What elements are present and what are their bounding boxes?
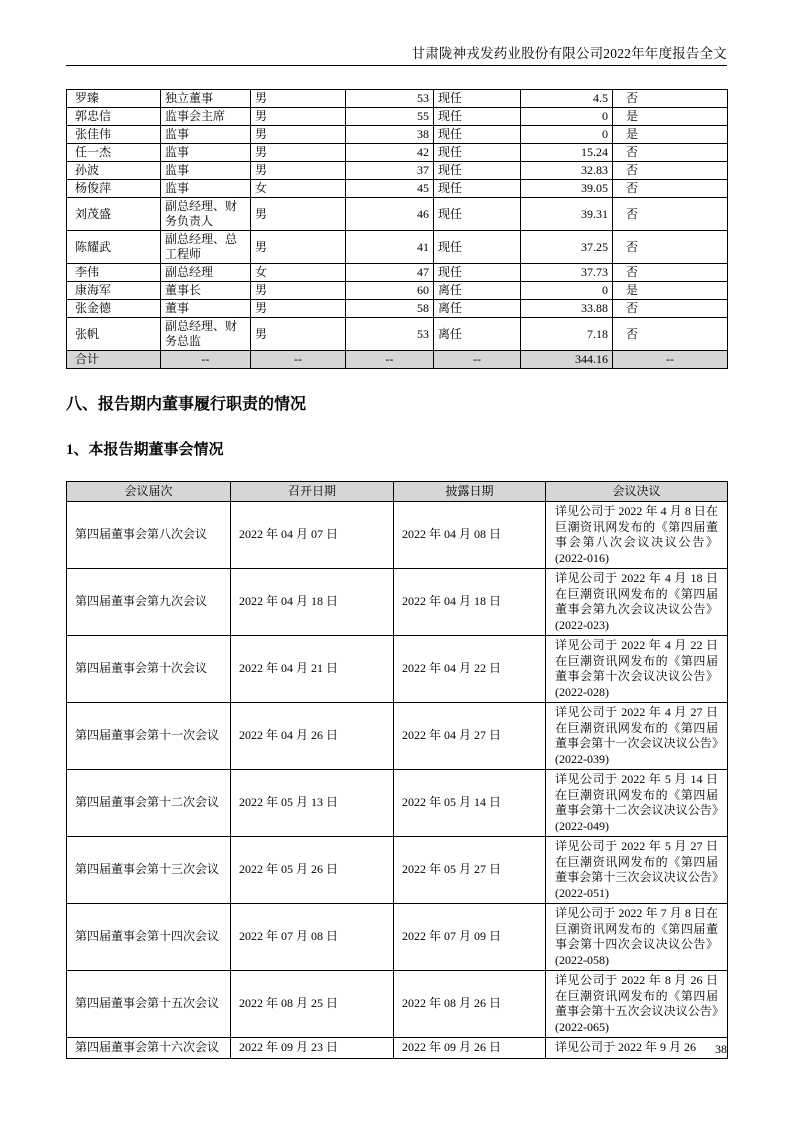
cell-position: 副总经理、财务总监 [161, 318, 251, 351]
cell-disclosure-date: 2022 年 05 月 27 日 [394, 837, 546, 904]
cell-status: 现任 [434, 162, 521, 180]
table-row [67, 636, 728, 703]
personnel-table-body [67, 90, 728, 351]
cell-convene-date: 2022 年 05 月 26 日 [231, 837, 394, 904]
cell-age: 38 [346, 126, 434, 144]
cell-related-party-pay: 否 [613, 198, 728, 231]
cell-name: 郭忠信 [67, 108, 161, 126]
total-status-cell: -- [434, 351, 521, 369]
table-row [67, 144, 728, 162]
cell-age: 37 [346, 162, 434, 180]
cell-status: 离任 [434, 282, 521, 300]
cell-related-party-pay: 否 [613, 162, 728, 180]
total-position-cell: -- [161, 351, 251, 369]
cell-name: 陈耀武 [67, 231, 161, 264]
cell-related-party-pay: 否 [613, 144, 728, 162]
cell-remuneration: 33.88 [521, 300, 613, 318]
cell-status: 现任 [434, 198, 521, 231]
cell-remuneration: 37.25 [521, 231, 613, 264]
cell-age: 41 [346, 231, 434, 264]
cell-name: 任一杰 [67, 144, 161, 162]
total-age-cell: -- [346, 351, 434, 369]
cell-remuneration: 32.83 [521, 162, 613, 180]
table-row [67, 703, 728, 770]
cell-resolution: 详见公司于 2022 年 5 月 27 日在巨潮资讯网发布的《第四届董事会第十三次会议决议公告》(2022-051) [546, 837, 728, 904]
cell-meeting-session: 第四届董事会第十四次会议 [67, 904, 231, 971]
cell-gender: 男 [251, 318, 346, 351]
cell-position: 独立董事 [161, 90, 251, 108]
cell-remuneration: 37.73 [521, 264, 613, 282]
cell-convene-date: 2022 年 04 月 18 日 [231, 569, 394, 636]
cell-meeting-session: 第四届董事会第十次会议 [67, 636, 231, 703]
table-row [67, 502, 728, 569]
cell-status: 现任 [434, 231, 521, 264]
cell-meeting-session: 第四届董事会第十五次会议 [67, 971, 231, 1038]
cell-position: 监事 [161, 162, 251, 180]
cell-convene-date: 2022 年 07 月 08 日 [231, 904, 394, 971]
cell-related-party-pay: 否 [613, 300, 728, 318]
cell-name: 孙波 [67, 162, 161, 180]
cell-meeting-session: 第四届董事会第十二次会议 [67, 770, 231, 837]
header-disclosure-cell: 披露日期 [394, 482, 546, 502]
cell-remuneration: 0 [521, 282, 613, 300]
header-resolution-cell: 会议决议 [546, 482, 728, 502]
personnel-table-total [67, 351, 728, 369]
cell-remuneration: 39.05 [521, 180, 613, 198]
cell-position: 副总经理、总工程师 [161, 231, 251, 264]
cell-related-party-pay: 否 [613, 318, 728, 351]
cell-gender: 女 [251, 264, 346, 282]
total-label-cell: 合计 [67, 351, 161, 369]
cell-age: 58 [346, 300, 434, 318]
cell-status: 现任 [434, 126, 521, 144]
table-row [67, 282, 728, 300]
cell-resolution: 详见公司于 2022 年 7 月 8 日在巨潮资讯网发布的《第四届董事会第十四次会议决议公告》(2022-058) [546, 904, 728, 971]
cell-convene-date: 2022 年 04 月 21 日 [231, 636, 394, 703]
cell-age: 55 [346, 108, 434, 126]
cell-disclosure-date: 2022 年 04 月 18 日 [394, 569, 546, 636]
cell-disclosure-date: 2022 年 04 月 22 日 [394, 636, 546, 703]
cell-resolution: 详见公司于 2022 年 9 月 26 [546, 1038, 728, 1059]
meetings-table-head [67, 482, 728, 502]
page-header-title: 甘肃陇神戎发药业股份有限公司2022年年度报告全文 [411, 46, 727, 61]
cell-age: 47 [346, 264, 434, 282]
table-total-row [67, 351, 728, 369]
table-row [67, 1038, 728, 1059]
subsection-heading: 1、本报告期董事会情况 [66, 442, 224, 458]
table-row [67, 231, 728, 264]
cell-resolution: 详见公司于 2022 年 4 月 8 日在巨潮资讯网发布的《第四届董事会第八次会议决议公告》(2022-016) [546, 502, 728, 569]
cell-remuneration: 39.31 [521, 198, 613, 231]
cell-status: 现任 [434, 108, 521, 126]
cell-related-party-pay: 是 [613, 282, 728, 300]
cell-meeting-session: 第四届董事会第十三次会议 [67, 837, 231, 904]
cell-status: 现任 [434, 90, 521, 108]
cell-convene-date: 2022 年 04 月 26 日 [231, 703, 394, 770]
cell-remuneration: 15.24 [521, 144, 613, 162]
document-page [66, 0, 727, 1059]
board-meetings-table [66, 481, 728, 1059]
header-session-cell: 会议届次 [67, 482, 231, 502]
table-row [67, 837, 728, 904]
total-related-cell: -- [613, 351, 728, 369]
cell-disclosure-date: 2022 年 08 月 26 日 [394, 971, 546, 1038]
cell-age: 53 [346, 318, 434, 351]
table-row [67, 904, 728, 971]
cell-gender: 男 [251, 144, 346, 162]
cell-gender: 男 [251, 282, 346, 300]
cell-status: 现任 [434, 264, 521, 282]
cell-age: 45 [346, 180, 434, 198]
page-number: 38 [715, 1042, 727, 1056]
cell-status: 离任 [434, 318, 521, 351]
table-row [67, 264, 728, 282]
table-row [67, 198, 728, 231]
cell-related-party-pay: 是 [613, 108, 728, 126]
cell-age: 42 [346, 144, 434, 162]
cell-disclosure-date: 2022 年 05 月 14 日 [394, 770, 546, 837]
cell-disclosure-date: 2022 年 07 月 09 日 [394, 904, 546, 971]
cell-position: 监事 [161, 126, 251, 144]
cell-resolution: 详见公司于 2022 年 4 月 18 日在巨潮资讯网发布的《第四届董事会第九次会议决议公告》(2022-023) [546, 569, 728, 636]
cell-gender: 男 [251, 90, 346, 108]
table-row [67, 162, 728, 180]
cell-status: 现任 [434, 180, 521, 198]
personnel-compensation-table [66, 89, 728, 369]
cell-related-party-pay: 否 [613, 90, 728, 108]
cell-age: 60 [346, 282, 434, 300]
cell-age: 46 [346, 198, 434, 231]
cell-name: 李伟 [67, 264, 161, 282]
cell-status: 离任 [434, 300, 521, 318]
cell-resolution: 详见公司于 2022 年 8 月 26 日在巨潮资讯网发布的《第四届董事会第十五次会议决议公告》(2022-065) [546, 971, 728, 1038]
cell-convene-date: 2022 年 05 月 13 日 [231, 770, 394, 837]
cell-name: 杨俊萍 [67, 180, 161, 198]
section-heading: 八、报告期内董事履行职责的情况 [66, 396, 307, 413]
cell-gender: 男 [251, 162, 346, 180]
cell-disclosure-date: 2022 年 09 月 26 日 [394, 1038, 546, 1059]
cell-remuneration: 0 [521, 126, 613, 144]
table-row [67, 126, 728, 144]
table-row [67, 90, 728, 108]
cell-name: 张金德 [67, 300, 161, 318]
cell-gender: 男 [251, 126, 346, 144]
cell-name: 康海军 [67, 282, 161, 300]
cell-position: 监事 [161, 144, 251, 162]
cell-position: 副总经理、财务负责人 [161, 198, 251, 231]
cell-remuneration: 0 [521, 108, 613, 126]
cell-convene-date: 2022 年 04 月 07 日 [231, 502, 394, 569]
table-row [67, 569, 728, 636]
cell-disclosure-date: 2022 年 04 月 27 日 [394, 703, 546, 770]
cell-status: 现任 [434, 144, 521, 162]
cell-position: 副总经理 [161, 264, 251, 282]
cell-gender: 男 [251, 300, 346, 318]
cell-related-party-pay: 否 [613, 180, 728, 198]
total-remuneration-cell: 344.16 [521, 351, 613, 369]
cell-remuneration: 4.5 [521, 90, 613, 108]
cell-gender: 男 [251, 231, 346, 264]
table-header-row [67, 482, 728, 502]
cell-meeting-session: 第四届董事会第十一次会议 [67, 703, 231, 770]
cell-convene-date: 2022 年 09 月 23 日 [231, 1038, 394, 1059]
cell-meeting-session: 第四届董事会第十六次会议 [67, 1038, 231, 1059]
cell-meeting-session: 第四届董事会第九次会议 [67, 569, 231, 636]
cell-name: 张帆 [67, 318, 161, 351]
table-row [67, 770, 728, 837]
cell-position: 董事长 [161, 282, 251, 300]
cell-name: 刘茂盛 [67, 198, 161, 231]
total-gender-cell: -- [251, 351, 346, 369]
cell-gender: 女 [251, 180, 346, 198]
table-row [67, 108, 728, 126]
cell-gender: 男 [251, 198, 346, 231]
table-row [67, 300, 728, 318]
cell-name: 张佳伟 [67, 126, 161, 144]
cell-position: 监事会主席 [161, 108, 251, 126]
cell-disclosure-date: 2022 年 04 月 08 日 [394, 502, 546, 569]
cell-position: 监事 [161, 180, 251, 198]
cell-age: 53 [346, 90, 434, 108]
table-row [67, 971, 728, 1038]
cell-remuneration: 7.18 [521, 318, 613, 351]
cell-related-party-pay: 否 [613, 264, 728, 282]
header-convene-cell: 召开日期 [231, 482, 394, 502]
cell-resolution: 详见公司于 2022 年 4 月 27 日在巨潮资讯网发布的《第四届董事会第十一次会议决议公告》(2022-039) [546, 703, 728, 770]
cell-gender: 男 [251, 108, 346, 126]
cell-name: 罗臻 [67, 90, 161, 108]
cell-related-party-pay: 是 [613, 126, 728, 144]
cell-resolution: 详见公司于 2022 年 5 月 14 日在巨潮资讯网发布的《第四届董事会第十二次会议决议公告》(2022-049) [546, 770, 728, 837]
cell-related-party-pay: 否 [613, 231, 728, 264]
table-row [67, 318, 728, 351]
table-row [67, 180, 728, 198]
meetings-table-body [67, 502, 728, 1059]
cell-convene-date: 2022 年 08 月 25 日 [231, 971, 394, 1038]
cell-position: 董事 [161, 300, 251, 318]
cell-resolution: 详见公司于 2022 年 4 月 22 日在巨潮资讯网发布的《第四届董事会第十次会议决议公告》(2022-028) [546, 636, 728, 703]
page-header [66, 42, 727, 66]
cell-meeting-session: 第四届董事会第八次会议 [67, 502, 231, 569]
